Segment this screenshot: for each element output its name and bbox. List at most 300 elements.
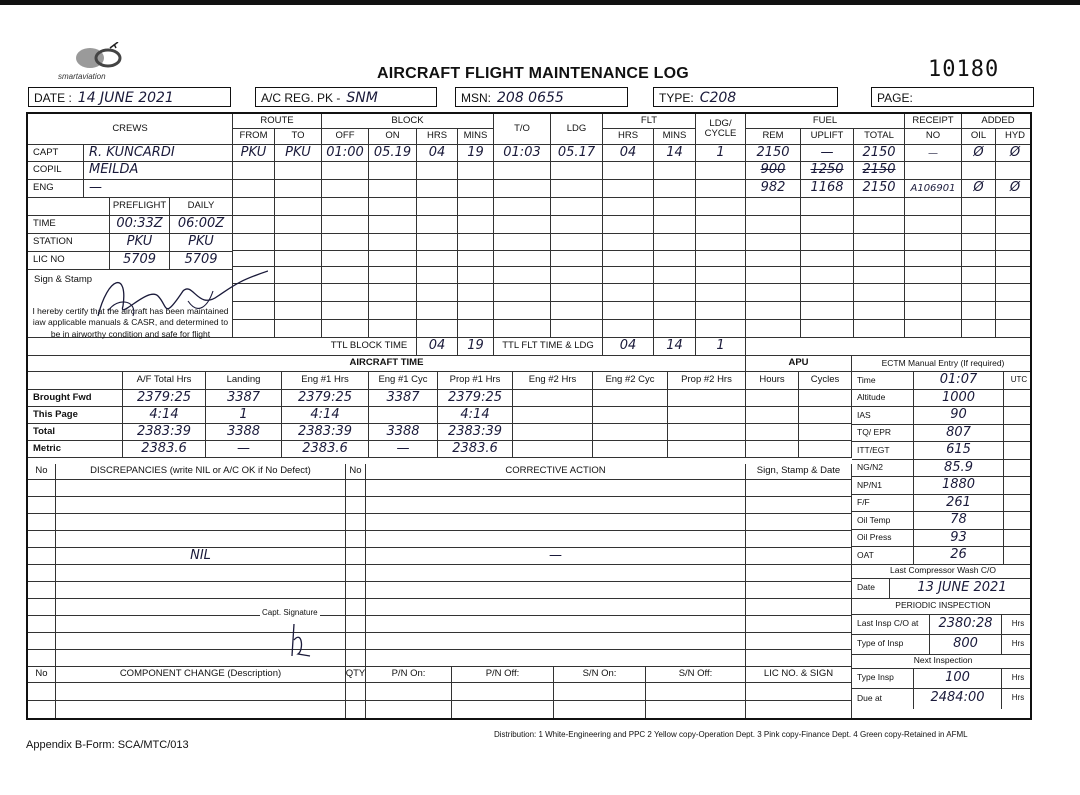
disc-no-cell[interactable] (28, 582, 56, 599)
disc-cell[interactable] (56, 480, 346, 497)
fuel-receipt-cell[interactable] (905, 320, 962, 338)
ttl-block-mins[interactable]: 19 (458, 338, 494, 356)
copil-name[interactable]: MEILDA (84, 162, 233, 180)
eng-name[interactable]: — (84, 180, 233, 198)
grid-cell (603, 216, 654, 234)
component-cell[interactable] (346, 701, 366, 719)
at-value-cell[interactable]: 2379:25 (282, 390, 369, 407)
preflight-corner (28, 198, 110, 216)
sign-date-cell[interactable] (746, 633, 852, 650)
ectm-label: F/F (852, 495, 914, 513)
cycle-value[interactable]: 1 (696, 145, 746, 162)
from-header: FROM (233, 129, 275, 145)
form-serial-number: 10180 (928, 57, 1000, 82)
time-preflight-value[interactable]: 00:33Z (110, 216, 170, 234)
to-value[interactable]: PKU (275, 145, 322, 162)
component-cell[interactable] (746, 701, 852, 719)
on-header: ON (369, 129, 417, 145)
fuel-oil-cell[interactable] (962, 267, 996, 284)
component-col-header: COMPONENT CHANGE (Description) (56, 667, 346, 683)
sign-date-cell[interactable] (746, 480, 852, 497)
component-cell[interactable] (452, 701, 554, 719)
certification-text: I hereby certify that the aircraft has been maintained iaw applicable manuals & CASR, and determined to be in airworthy condition and safe for flight (32, 306, 229, 339)
due-at-unit: Hrs (1011, 693, 1025, 703)
fuel-header: FUEL (746, 114, 905, 129)
rem-header: REM (746, 129, 801, 145)
block-mins-value[interactable]: 19 (458, 145, 494, 162)
fuel-receipt-cell[interactable]: — (905, 145, 962, 162)
fuel-uplift-cell[interactable] (801, 234, 854, 251)
fuel-oil-cell[interactable]: Ø (962, 180, 996, 198)
disc-no-cell[interactable] (28, 633, 56, 650)
apu-header: APU (746, 356, 852, 372)
sign-date-cell[interactable] (746, 497, 852, 514)
preflight-header: PREFLIGHT (110, 198, 170, 216)
at-value-cell[interactable] (513, 390, 593, 407)
grid-cell (233, 234, 275, 251)
fuel-rem-cell[interactable] (746, 198, 801, 216)
disc-no-cell[interactable] (28, 497, 56, 514)
fuel-uplift-cell[interactable]: — (801, 145, 854, 162)
ectm-value[interactable]: 261 (914, 495, 1004, 513)
date-value: 14 JUNE 2021 (77, 90, 174, 106)
corr-no-cell[interactable] (346, 480, 366, 497)
grid-cell (696, 234, 746, 251)
fuel-hyd-cell[interactable] (996, 216, 1032, 234)
at-value-cell[interactable]: 2383.6 (123, 441, 206, 458)
msn-value: 208 0655 (497, 90, 564, 106)
on-value[interactable]: 05.19 (369, 145, 417, 162)
fuel-oil-cell[interactable]: Ø (962, 145, 996, 162)
grid-cell (551, 234, 603, 251)
component-cell[interactable] (28, 683, 56, 701)
grid-cell (275, 180, 322, 198)
fuel-hyd-cell[interactable] (996, 198, 1032, 216)
fuel-hyd-cell[interactable] (996, 284, 1032, 302)
capt-name[interactable]: R. KUNCARDI (84, 145, 233, 162)
fuel-total-cell[interactable] (854, 251, 905, 267)
at-value-cell[interactable] (668, 390, 746, 407)
disc-cell[interactable] (56, 531, 346, 548)
component-cell[interactable] (554, 701, 646, 719)
flt-mins-value[interactable]: 14 (654, 145, 696, 162)
fuel-oil-cell[interactable] (962, 198, 996, 216)
at-value-cell[interactable]: 4:14 (282, 407, 369, 424)
apu-hours-cell[interactable] (746, 424, 799, 441)
at-value-cell[interactable] (513, 441, 593, 458)
fuel-total-cell[interactable] (854, 267, 905, 284)
disc-cell[interactable] (56, 514, 346, 531)
corr-no-cell[interactable] (346, 633, 366, 650)
periodic-inspection-header: PERIODIC INSPECTION (852, 599, 1032, 615)
corr-no-cell[interactable] (346, 599, 366, 616)
apu-cycles-cell[interactable] (799, 390, 852, 407)
corr-no-cell[interactable] (346, 565, 366, 582)
fuel-uplift-cell[interactable]: 1250 (801, 162, 854, 180)
disc-no-cell[interactable] (28, 599, 56, 616)
fuel-rem-cell[interactable]: 900 (746, 162, 801, 180)
at-value-cell[interactable] (668, 424, 746, 441)
component-col-header: P/N On: (366, 667, 452, 683)
component-cell[interactable] (554, 683, 646, 701)
corrective-cell[interactable] (366, 480, 746, 497)
fuel-uplift-cell[interactable] (801, 267, 854, 284)
disc-cell[interactable] (56, 565, 346, 582)
top-edge-bar (0, 0, 1080, 5)
fuel-total-cell[interactable] (854, 216, 905, 234)
fuel-hyd-cell[interactable] (996, 162, 1032, 180)
sign-date-cell[interactable] (746, 514, 852, 531)
grid-cell (233, 180, 275, 198)
ttl-ldg[interactable]: 1 (696, 338, 746, 356)
corr-no-cell[interactable] (346, 531, 366, 548)
apu-hours-cell[interactable] (746, 407, 799, 424)
fuel-total-cell[interactable]: 2150 (854, 145, 905, 162)
disc-no-cell[interactable] (28, 531, 56, 548)
apu-cycles-cell[interactable] (799, 407, 852, 424)
corrective-cell[interactable] (366, 633, 746, 650)
lic-preflight-value[interactable]: 5709 (110, 252, 170, 270)
disc-no-cell[interactable] (28, 616, 56, 633)
off-value[interactable]: 01:00 (322, 145, 369, 162)
disc-cell[interactable] (56, 582, 346, 599)
at-value-cell[interactable]: 2383.6 (282, 441, 369, 458)
corrective-cell[interactable] (366, 582, 746, 599)
component-cell[interactable] (646, 683, 746, 701)
disc-entry[interactable]: NIL (56, 548, 346, 565)
at-value-cell[interactable] (593, 441, 668, 458)
component-cell[interactable] (452, 683, 554, 701)
ectm-value[interactable]: 807 (914, 425, 1004, 443)
grid-cell (322, 216, 369, 234)
corr-no-cell[interactable] (346, 582, 366, 599)
at-value-cell[interactable]: 3387 (369, 390, 438, 407)
apu-hours-header: Hours (746, 372, 799, 390)
fuel-receipt-cell[interactable] (905, 216, 962, 234)
fuel-total-cell[interactable] (854, 302, 905, 320)
grid-cell (458, 234, 494, 251)
time-daily-value[interactable]: 06:00Z (170, 216, 233, 234)
corrective-cell[interactable] (366, 599, 746, 616)
ttl-flt-mins[interactable]: 14 (654, 338, 696, 356)
at-col-header: Eng #1 Hrs (282, 372, 369, 390)
lic-daily-value[interactable]: 5709 (170, 252, 233, 270)
ttl-flt-hrs[interactable]: 04 (603, 338, 654, 356)
at-value-cell[interactable] (668, 407, 746, 424)
fuel-total-cell[interactable] (854, 320, 905, 338)
grid-cell (322, 267, 369, 284)
fuel-hyd-cell[interactable]: Ø (996, 145, 1032, 162)
disc-no-cell[interactable] (28, 650, 56, 667)
grid-cell (369, 302, 417, 320)
last-insp-value[interactable]: 2380:28 (930, 615, 1002, 635)
component-cell[interactable] (346, 683, 366, 701)
type-insp-label: Type of Insp (852, 635, 930, 655)
fuel-hyd-cell[interactable] (996, 320, 1032, 338)
fuel-hyd-cell[interactable] (996, 267, 1032, 284)
at-value-cell[interactable] (369, 407, 438, 424)
at-value-cell[interactable]: 2379:25 (438, 390, 513, 407)
corrective-cell[interactable] (366, 514, 746, 531)
apu-cycles-header: Cycles (799, 372, 852, 390)
grid-cell (369, 284, 417, 302)
aircraft-time-header: AIRCRAFT TIME (28, 356, 746, 372)
fuel-rem-cell[interactable]: 2150 (746, 145, 801, 162)
type-field[interactable] (653, 87, 838, 107)
fuel-rem-cell[interactable] (746, 234, 801, 251)
at-value-cell[interactable]: 2383.6 (438, 441, 513, 458)
fuel-rem-cell[interactable] (746, 320, 801, 338)
fuel-receipt-cell[interactable] (905, 198, 962, 216)
disc-no-cell[interactable] (28, 480, 56, 497)
ttl-flt-label: TTL FLT TIME & LDG (494, 338, 603, 356)
at-value-cell[interactable]: 4:14 (123, 407, 206, 424)
grid-cell (458, 162, 494, 180)
ectm-value[interactable]: 93 (914, 530, 1004, 548)
fuel-uplift-cell[interactable]: 1168 (801, 180, 854, 198)
at-value-cell[interactable] (593, 390, 668, 407)
disc-header: DISCREPANCIES (write NIL or A/C OK if No Defect) (56, 464, 346, 480)
fuel-rem-cell[interactable] (746, 216, 801, 234)
corrective-cell[interactable] (366, 616, 746, 633)
grid-cell (369, 180, 417, 198)
from-value[interactable]: PKU (233, 145, 275, 162)
sign-date-cell[interactable] (746, 531, 852, 548)
grid-cell (369, 234, 417, 251)
grid-cell (551, 180, 603, 198)
corr-no-cell[interactable] (346, 548, 366, 565)
ectm-value[interactable]: 01:07 (914, 372, 1004, 390)
at-value-cell[interactable]: 2379:25 (123, 390, 206, 407)
fuel-rem-cell[interactable] (746, 284, 801, 302)
sign-date-cell[interactable] (746, 616, 852, 633)
corrective-cell[interactable] (366, 650, 746, 667)
fuel-receipt-cell[interactable] (905, 267, 962, 284)
fuel-receipt-cell[interactable] (905, 162, 962, 180)
type-insp-value[interactable]: 800 (930, 635, 1002, 655)
msn-field[interactable] (455, 87, 628, 107)
next-type-value[interactable]: 100 (914, 669, 1002, 689)
block-hrs-value[interactable]: 04 (417, 145, 458, 162)
grid-cell (458, 251, 494, 267)
at-col-header: A/F Total Hrs (123, 372, 206, 390)
grid-cell (494, 251, 551, 267)
fuel-oil-cell[interactable] (962, 320, 996, 338)
at-value-cell[interactable] (593, 407, 668, 424)
at-value-cell[interactable] (668, 441, 746, 458)
fuel-rem-cell[interactable] (746, 302, 801, 320)
page-field[interactable] (871, 87, 1034, 107)
at-value-cell[interactable]: 3388 (369, 424, 438, 441)
fuel-uplift-cell[interactable] (801, 216, 854, 234)
grid-cell (275, 320, 322, 338)
at-value-cell[interactable]: 2383:39 (123, 424, 206, 441)
component-bottom (28, 719, 852, 720)
grid-cell (494, 302, 551, 320)
at-value-cell[interactable]: 2383:39 (282, 424, 369, 441)
fuel-rem-cell[interactable] (746, 251, 801, 267)
capt-label: CAPT (28, 145, 84, 162)
component-cell[interactable] (366, 701, 452, 719)
component-col-header: LIC NO. & SIGN (746, 667, 852, 683)
reg-field[interactable] (255, 87, 437, 107)
at-row-label: Total (28, 424, 123, 441)
fuel-uplift-cell[interactable] (801, 198, 854, 216)
grid-cell (494, 284, 551, 302)
component-cell[interactable] (646, 701, 746, 719)
ectm-unit (1004, 425, 1032, 443)
grid-cell (369, 267, 417, 284)
ectm-label: NG/N2 (852, 460, 914, 478)
component-cell[interactable] (746, 683, 852, 701)
ectm-unit (1004, 477, 1032, 495)
due-at-value[interactable]: 2484:00 (914, 689, 1002, 709)
disc-no-cell[interactable] (28, 565, 56, 582)
ttl-block-hrs[interactable]: 04 (417, 338, 458, 356)
at-value-cell[interactable]: — (369, 441, 438, 458)
corrective-cell[interactable] (366, 565, 746, 582)
component-cell[interactable] (28, 701, 56, 719)
at-value-cell[interactable] (513, 424, 593, 441)
component-cell[interactable] (56, 683, 346, 701)
fuel-total-cell[interactable]: 2150 (854, 180, 905, 198)
ectm-value[interactable]: 1000 (914, 390, 1004, 408)
flt-hrs-value[interactable]: 04 (603, 145, 654, 162)
grid-cell (551, 198, 603, 216)
fuel-rem-cell[interactable] (746, 267, 801, 284)
fuel-total-cell[interactable] (854, 284, 905, 302)
fuel-oil-cell[interactable] (962, 302, 996, 320)
grid-cell (494, 180, 551, 198)
fuel-uplift-cell[interactable] (801, 320, 854, 338)
grid-cell (417, 251, 458, 267)
apu-cycles-cell[interactable] (799, 424, 852, 441)
at-col-header: Eng #2 Cyc (593, 372, 668, 390)
ectm-unit (1004, 495, 1032, 513)
grid-cell (322, 162, 369, 180)
ectm-value[interactable]: 78 (914, 512, 1004, 530)
fuel-receipt-cell[interactable]: A106901 (905, 180, 962, 198)
fuel-uplift-cell[interactable] (801, 302, 854, 320)
at-value-cell[interactable]: — (206, 441, 282, 458)
ectm-label: ITT/EGT (852, 442, 914, 460)
company-logo (58, 42, 138, 86)
wash-date-value[interactable]: 13 JUNE 2021 (890, 579, 1032, 599)
at-value-cell[interactable]: 3387 (206, 390, 282, 407)
station-preflight-value[interactable]: PKU (110, 234, 170, 252)
fuel-oil-cell[interactable] (962, 162, 996, 180)
grid-cell (551, 320, 603, 338)
grid-cell (275, 198, 322, 216)
grid-cell (494, 267, 551, 284)
disc-cell[interactable] (56, 497, 346, 514)
fuel-rem-cell[interactable]: 982 (746, 180, 801, 198)
corr-no-cell[interactable] (346, 616, 366, 633)
corr-no-cell[interactable] (346, 514, 366, 531)
corrective-entry[interactable]: — (366, 548, 746, 565)
fuel-receipt-cell[interactable] (905, 302, 962, 320)
corr-no-cell[interactable] (346, 650, 366, 667)
fuel-oil-cell[interactable] (962, 284, 996, 302)
at-value-cell[interactable]: 4:14 (438, 407, 513, 424)
grid-cell (603, 320, 654, 338)
fuel-total-cell[interactable] (854, 234, 905, 251)
disc-no-cell[interactable] (28, 514, 56, 531)
fuel-receipt-cell[interactable] (905, 284, 962, 302)
captain-signature-icon (286, 620, 316, 660)
component-cell[interactable] (56, 701, 346, 719)
fuel-uplift-cell[interactable] (801, 251, 854, 267)
grid-cell (551, 267, 603, 284)
ectm-value[interactable]: 26 (914, 547, 1004, 565)
fuel-hyd-cell[interactable] (996, 302, 1032, 320)
corrective-cell[interactable] (366, 497, 746, 514)
fuel-uplift-cell[interactable] (801, 284, 854, 302)
sign-date-cell[interactable] (746, 650, 852, 667)
sign-date-cell[interactable] (746, 565, 852, 582)
ectm-value[interactable]: 85.9 (914, 460, 1004, 478)
fuel-hyd-cell[interactable] (996, 234, 1032, 251)
sign-date-cell[interactable] (746, 548, 852, 565)
added-header: ADDED (962, 114, 1032, 129)
ldg-value[interactable]: 05.17 (551, 145, 603, 162)
corrective-cell[interactable] (366, 531, 746, 548)
at-value-cell[interactable] (593, 424, 668, 441)
sign-date-cell[interactable] (746, 599, 852, 616)
fuel-total-cell[interactable]: 2150 (854, 162, 905, 180)
ectm-value[interactable]: 615 (914, 442, 1004, 460)
date-field[interactable] (28, 87, 231, 107)
apu-cycles-cell[interactable] (799, 441, 852, 458)
fuel-hyd-cell[interactable]: Ø (996, 180, 1032, 198)
ectm-value[interactable]: 1880 (914, 477, 1004, 495)
fuel-total-cell[interactable] (854, 198, 905, 216)
at-value-cell[interactable]: 3388 (206, 424, 282, 441)
next-type-label: Type Insp (852, 669, 914, 689)
ldg-cycle-header: LDG/ CYCLE (696, 114, 746, 145)
fuel-oil-cell[interactable] (962, 251, 996, 267)
last-insp-unit: Hrs (1002, 615, 1032, 635)
ectm-unit (1004, 547, 1032, 565)
fuel-oil-cell[interactable] (962, 216, 996, 234)
disc-no-cell[interactable] (28, 548, 56, 565)
sign-date-cell[interactable] (746, 582, 852, 599)
reg-label: A/C REG. PK - (261, 91, 341, 105)
apu-hours-cell[interactable] (746, 390, 799, 407)
fuel-oil-cell[interactable] (962, 234, 996, 251)
distribution-note: Distribution: 1 White-Engineering and PPC 2 Yellow copy-Operation Dept. 3 Pink copy-Finance Dept. 4 Green copy-Retained in AFML (494, 730, 968, 739)
reg-value: SNM (346, 90, 378, 106)
takeoff-value[interactable]: 01:03 (494, 145, 551, 162)
at-value-cell[interactable]: 2383:39 (438, 424, 513, 441)
corr-no-cell[interactable] (346, 497, 366, 514)
at-value-cell[interactable] (513, 407, 593, 424)
inspector-signature-icon (88, 266, 268, 326)
fuel-hyd-cell[interactable] (996, 251, 1032, 267)
fuel-receipt-cell[interactable] (905, 251, 962, 267)
apu-hours-cell[interactable] (746, 441, 799, 458)
grid-cell (654, 284, 696, 302)
ectm-label: Altitude (852, 390, 914, 408)
fuel-receipt-cell[interactable] (905, 234, 962, 251)
station-daily-value[interactable]: PKU (170, 234, 233, 252)
ectm-value[interactable]: 90 (914, 407, 1004, 425)
at-value-cell[interactable]: 1 (206, 407, 282, 424)
grid-cell (233, 162, 275, 180)
grid-cell (551, 284, 603, 302)
at-row-label: This Page (28, 407, 123, 424)
component-cell[interactable] (366, 683, 452, 701)
